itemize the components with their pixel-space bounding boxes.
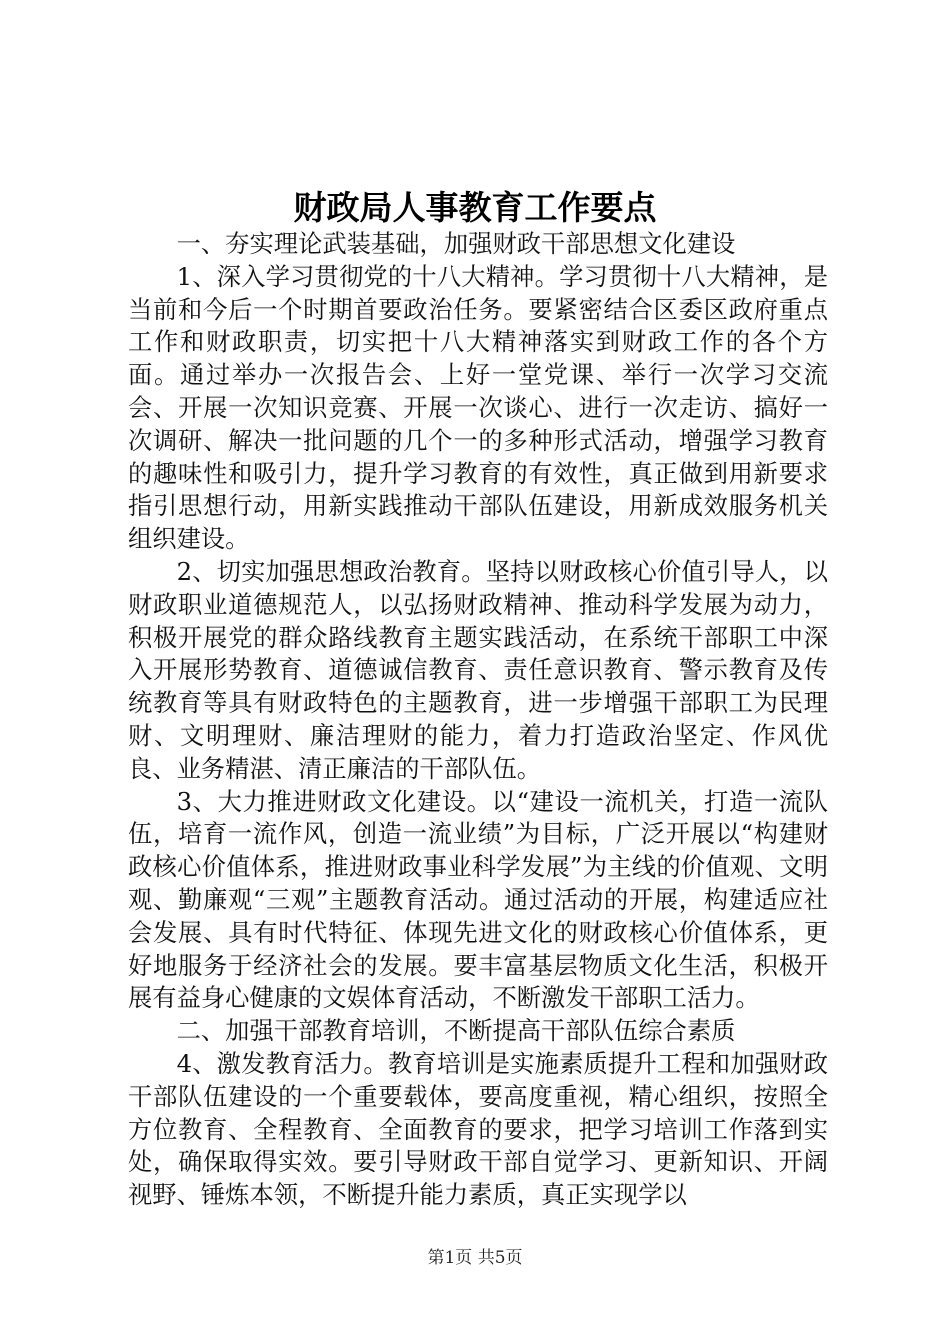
section-heading-1: 一、夯实理论武装基础，加强财政干部思想文化建设 — [176, 229, 736, 258]
section-heading-2: 二、加强干部教育培训，不断提高干部队伍综合素质 — [176, 1016, 736, 1046]
paragraph-item-1: 1、深入学习贯彻党的十八大精神。学习贯彻十八大精神，是当前和今后一个时期首要政治任务。要紧密结合区委区政府重点工作和财政职责，切实把十八大精神落实到财政工作的各个方面。通过举办一次报告会、上好一堂党课、举行一次学习交流会、开展一次知识竞赛、开展一次谈心、进行一次走访、搞好一次调研、解决一批问题的几个一的多种形式活动，增强学习教育的趣味性和吸引力，提升学习教育的有效性，真正做到用新要求指引思想行动，用新实践推动干部队伍建设，用新成效服务机关组织建设。 — [128, 261, 828, 554]
paragraph-item-3: 3、大力推进财政文化建设。以“建设一流机关，打造一流队伍，培育一流作风，创造一流业绩”为目标，广泛开展以“构建财政核心价值体系，推进财政事业科学发展”为主线的价值观、文明观、勤廉观“三观”主题教育活动。通过活动的开展，构建适应社会发展、具有时代特征、体现先进文化的财政核心价值体系，更好地服务于经济社会的发展。要丰富基层物质文化生活，积极开展有益身心健康的文娱体育活动，不断激发干部职工活力。 — [128, 786, 828, 1013]
paragraph-item-4: 4、激发教育活力。教育培训是实施素质提升工程和加强财政干部队伍建设的一个重要载体，要高度重视，精心组织，按照全方位教育、全程教育、全面教育的要求，把学习培训工作落到实处，确保取得实效。要引导财政干部自觉学习、更新知识、开阔视野、锤炼本领，不断提升能力素质，真正实现学以 — [128, 1048, 828, 1210]
paragraph-item-2: 2、切实加强思想政治教育。坚持以财政核心价值引导人，以财政职业道德规范人，以弘扬财政精神、推动科学发展为动力，积极开展党的群众路线教育主题实践活动，在系统干部职工中深入开展形势教育、道德诚信教育、责任意识教育、警示教育及传统教育等具有财政特色的主题教育，进一步增强干部职工为民理财、文明理财、廉洁理财的能力，着力打造政治坚定、作风优良、业务精湛、清正廉洁的干部队伍。 — [128, 556, 828, 783]
document-body — [128, 228, 828, 1212]
page-number-footer: 第1页 共5页 — [427, 1248, 523, 1268]
document-title: 财政局人事教育工作要点 — [293, 188, 657, 227]
